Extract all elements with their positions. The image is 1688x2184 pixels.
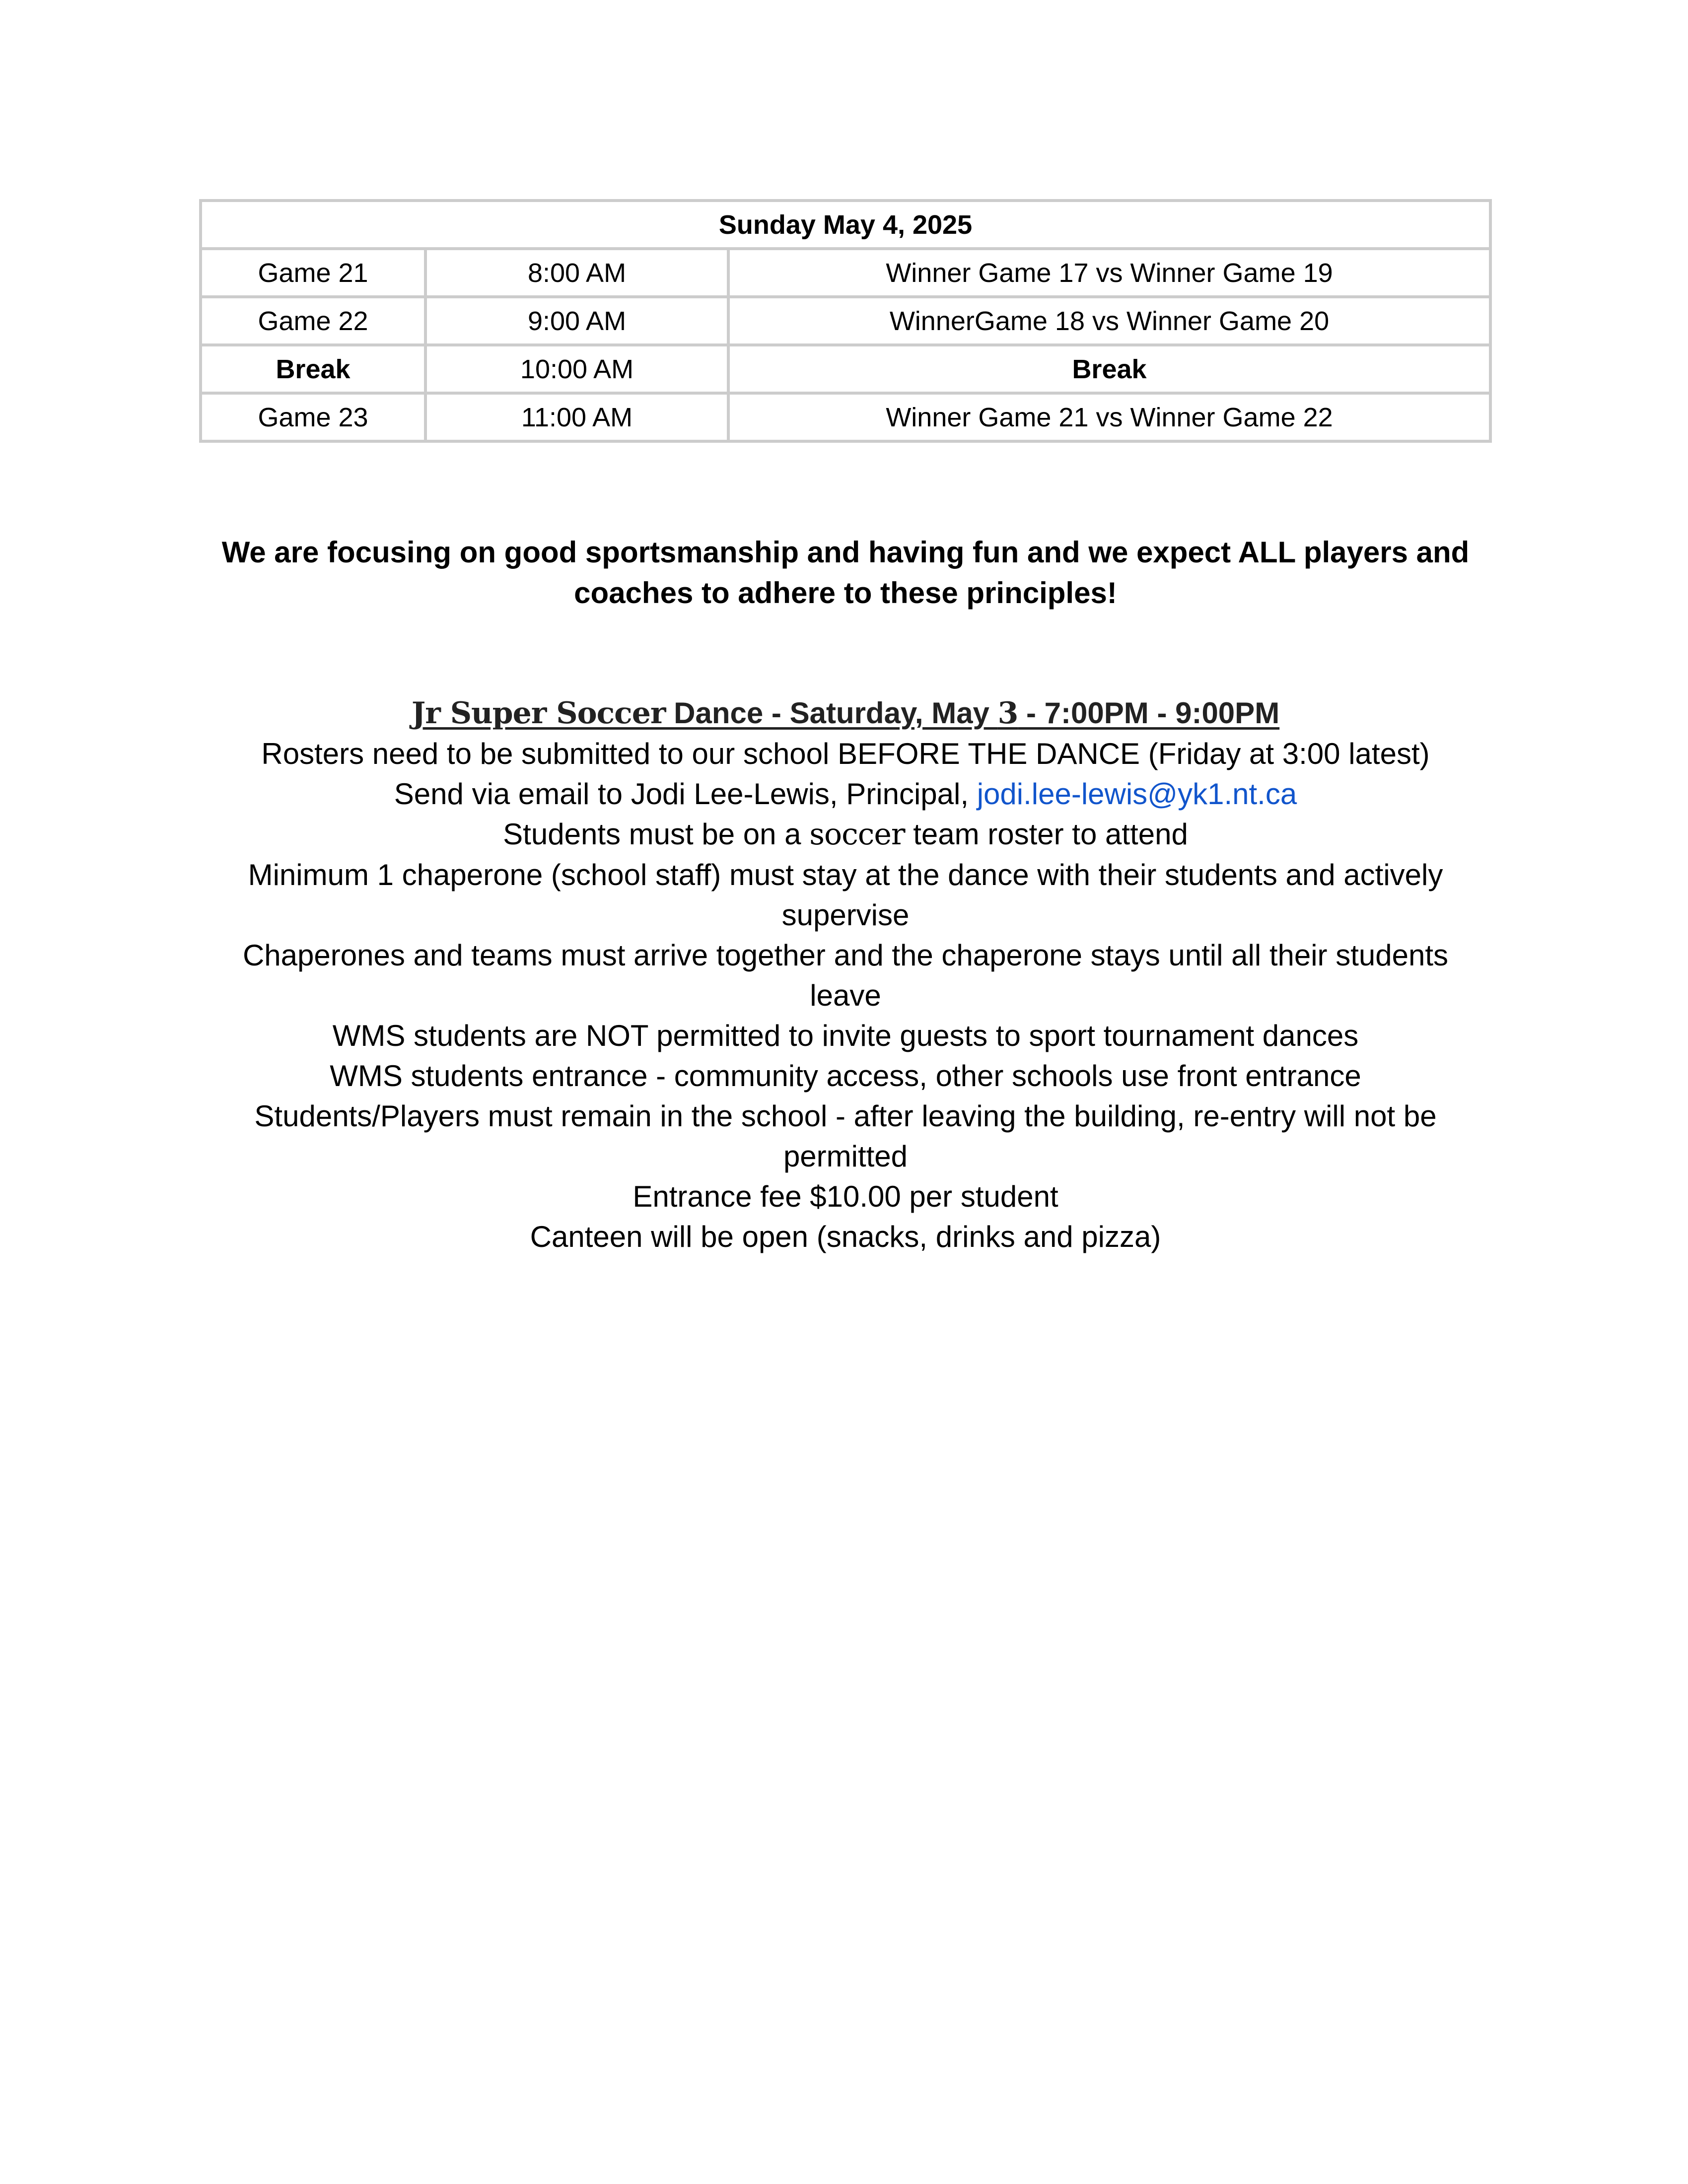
dance-title-part3: 3 [997,696,1018,731]
canteen-line: Canteen will be open (snacks, drinks and pizza) [530,1220,1161,1253]
principal-email-link[interactable]: jodi.lee-lewis@yk1.nt.ca [977,777,1297,811]
dance-title-part4: - 7:00PM - 9:00PM [1018,696,1280,730]
match-cell: Winner Game 21 vs Winner Game 22 [728,393,1490,441]
match-cell: WinnerGame 18 vs Winner Game 20 [728,297,1490,345]
email-line [209,774,1482,814]
sportsmanship-note: We are focusing on good sportsmanship and having fun and we expect ALL players and coaches to adhere to these principles! [221,536,1470,610]
dance-title-part2: Dance - Saturday, May [665,696,998,730]
roster-suffix: team roster to attend [905,818,1188,851]
roster-soccer: soccer [809,817,905,852]
remain-line: Students/Players must remain in the school - after leaving the building, re-entry will not be permitted [254,1099,1437,1173]
table-row [201,345,1490,393]
chaperone-line: Minimum 1 chaperone (school staff) must stay at the dance with their students and actively supervise [248,858,1443,932]
fee-line: Entrance fee $10.00 per student [633,1180,1058,1213]
table-row [201,297,1490,345]
table-row [201,249,1490,297]
match-cell: Winner Game 17 vs Winner Game 19 [728,249,1490,297]
time-cell: 8:00 AM [425,249,728,297]
game-cell: Game 22 [201,297,425,345]
game-cell: Break [201,345,425,393]
dance-title-part1: Jr Super Soccer [411,696,666,731]
schedule-table [199,199,1492,443]
time-cell: 10:00 AM [425,345,728,393]
dance-section [209,693,1482,1257]
entrance-line: WMS students entrance - community access, other schools use front entrance [330,1059,1361,1092]
guests-line: WMS students are NOT permitted to invite guests to sport tournament dances [332,1019,1359,1052]
email-line-prefix: Send via email to Jodi Lee-Lewis, Principal, [394,777,977,811]
game-cell: Game 23 [201,393,425,441]
rosters-line: Rosters need to be submitted to our school BEFORE THE DANCE (Friday at 3:00 latest) [261,737,1430,770]
table-row [201,393,1490,441]
match-cell: Break [728,345,1490,393]
game-cell: Game 21 [201,249,425,297]
roster-prefix: Students must be on a [503,818,810,851]
arrive-line: Chaperones and teams must arrive together and the chaperone stays until all their students leave [242,939,1449,1012]
schedule-date-header: Sunday May 4, 2025 [201,201,1490,249]
time-cell: 11:00 AM [425,393,728,441]
time-cell: 9:00 AM [425,297,728,345]
table-header-row [201,201,1490,249]
roster-requirement-line [209,814,1482,855]
dance-title [209,693,1482,734]
